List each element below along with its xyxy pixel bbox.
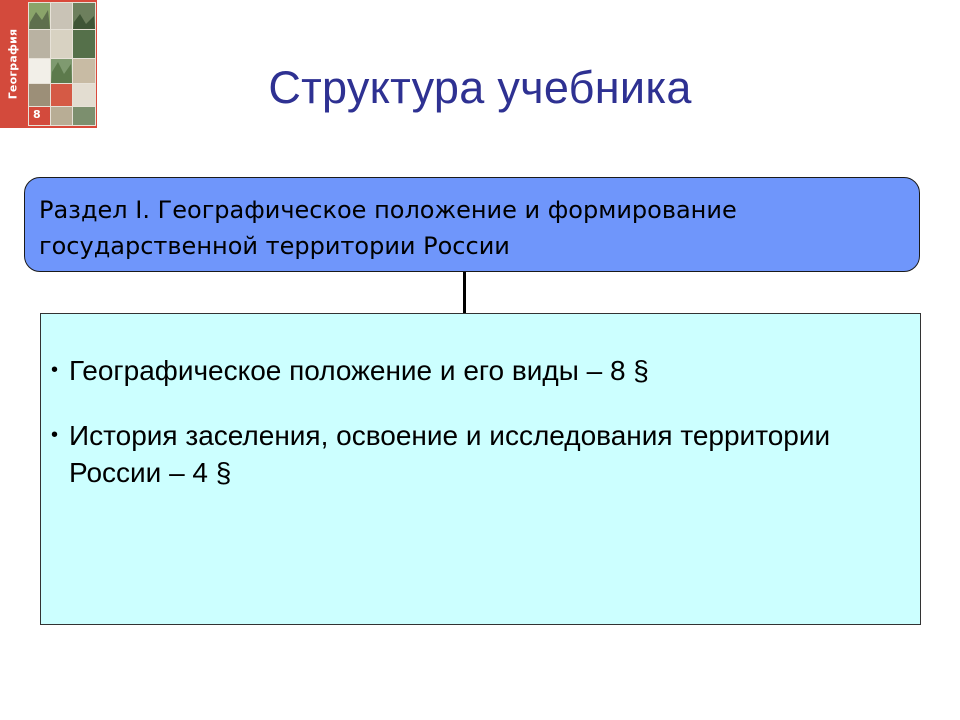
section-heading [39,192,905,264]
list-item [51,417,891,491]
section-heading-line-2: государственной территории России [39,232,510,260]
page-title: Структура учебника [268,62,692,113]
topics-box [40,313,921,625]
section-header-box [24,177,920,272]
list-item-text: История заселения, освоение и исследования территории России – 4 § [69,420,831,488]
list-item [51,352,891,389]
section-heading-line-1: Раздел I. Географическое положение и формирование [39,196,737,224]
list-item-text: Географическое положение и его виды – 8 § [69,355,649,386]
book-grade: 8 [33,108,41,121]
connector-line [463,272,466,313]
topic-list [51,352,891,519]
bullet-icon: • [51,424,59,446]
bullet-icon: • [51,359,59,381]
book-spine-title: География [6,28,20,100]
